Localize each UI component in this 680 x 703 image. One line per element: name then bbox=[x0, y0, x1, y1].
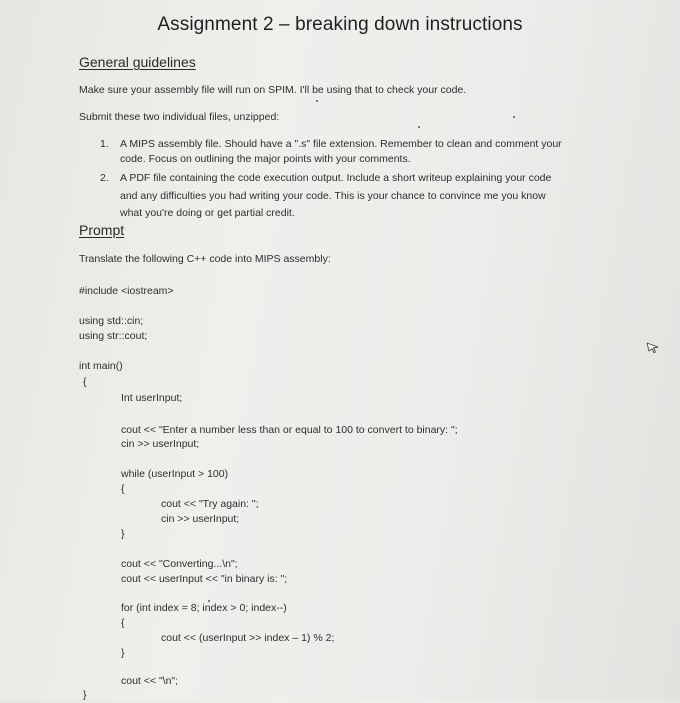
code-line: cout << "Try again: "; bbox=[161, 498, 259, 510]
code-line: #include <iostream> bbox=[79, 285, 174, 297]
code-line: while (userInput > 100) bbox=[121, 468, 229, 480]
code-line: cout << userInput << "in binary is: "; bbox=[121, 573, 288, 585]
list-item-line: what you're doing or get partial credit. bbox=[120, 207, 295, 219]
code-line: { bbox=[121, 483, 125, 495]
code-line: Int userInput; bbox=[121, 392, 183, 404]
code-line: cout << "Enter a number less than or equal to 100 to convert to binary: "; bbox=[121, 424, 458, 436]
code-line: cout << "\n"; bbox=[121, 675, 179, 687]
code-line: } bbox=[83, 689, 87, 701]
mouse-pointer-icon bbox=[646, 340, 660, 354]
paper-speck bbox=[513, 116, 515, 118]
code-line: { bbox=[121, 617, 125, 629]
code-line: cin >> userInput; bbox=[161, 513, 240, 525]
list-item-number: 1. bbox=[100, 138, 109, 150]
list-item-line: and any difficulties you had writing your code. This is your chance to convince me you know bbox=[120, 189, 546, 202]
prompt-heading: Prompt bbox=[79, 222, 125, 238]
page-title: Assignment 2 – breaking down instructions bbox=[157, 14, 523, 35]
list-item bbox=[100, 136, 562, 168]
code-line: cout << (userInput >> index – 1) % 2; bbox=[161, 632, 335, 644]
code-line: } bbox=[121, 647, 125, 659]
paper-speck bbox=[316, 100, 318, 102]
code-line: cout << "Converting...\n"; bbox=[121, 558, 238, 570]
code-line: using str::cout; bbox=[79, 330, 148, 342]
code-line: cin >> userInput; bbox=[121, 438, 200, 450]
paper-speck bbox=[208, 600, 210, 602]
general-guidelines-heading: General guidelines bbox=[79, 54, 196, 70]
guideline-line-1: Make sure your assembly file will run on SPIM. I'll be using that to check your code. bbox=[79, 84, 467, 96]
code-line: int main() bbox=[79, 360, 123, 372]
code-line: { bbox=[83, 376, 87, 388]
prompt-intro: Translate the following C++ code into MIPS assembly: bbox=[79, 253, 331, 265]
list-item-line: A MIPS assembly file. Should have a ".s" file extension. Remember to clean and comment your bbox=[120, 138, 562, 150]
code-line: } bbox=[121, 528, 125, 540]
list-item bbox=[100, 170, 552, 223]
list-item-line: A PDF file containing the code execution output. Include a short writeup explaining your code bbox=[120, 172, 552, 184]
code-line: using std::cin; bbox=[79, 315, 144, 327]
paper-speck bbox=[418, 126, 420, 128]
guideline-line-2: Submit these two individual files, unzipped: bbox=[79, 111, 280, 123]
list-item-number: 2. bbox=[100, 172, 109, 184]
list-item-line: code. Focus on outlining the major points with your comments. bbox=[120, 152, 411, 165]
code-line: for (int index = 8; index > 0; index--) bbox=[121, 602, 287, 614]
